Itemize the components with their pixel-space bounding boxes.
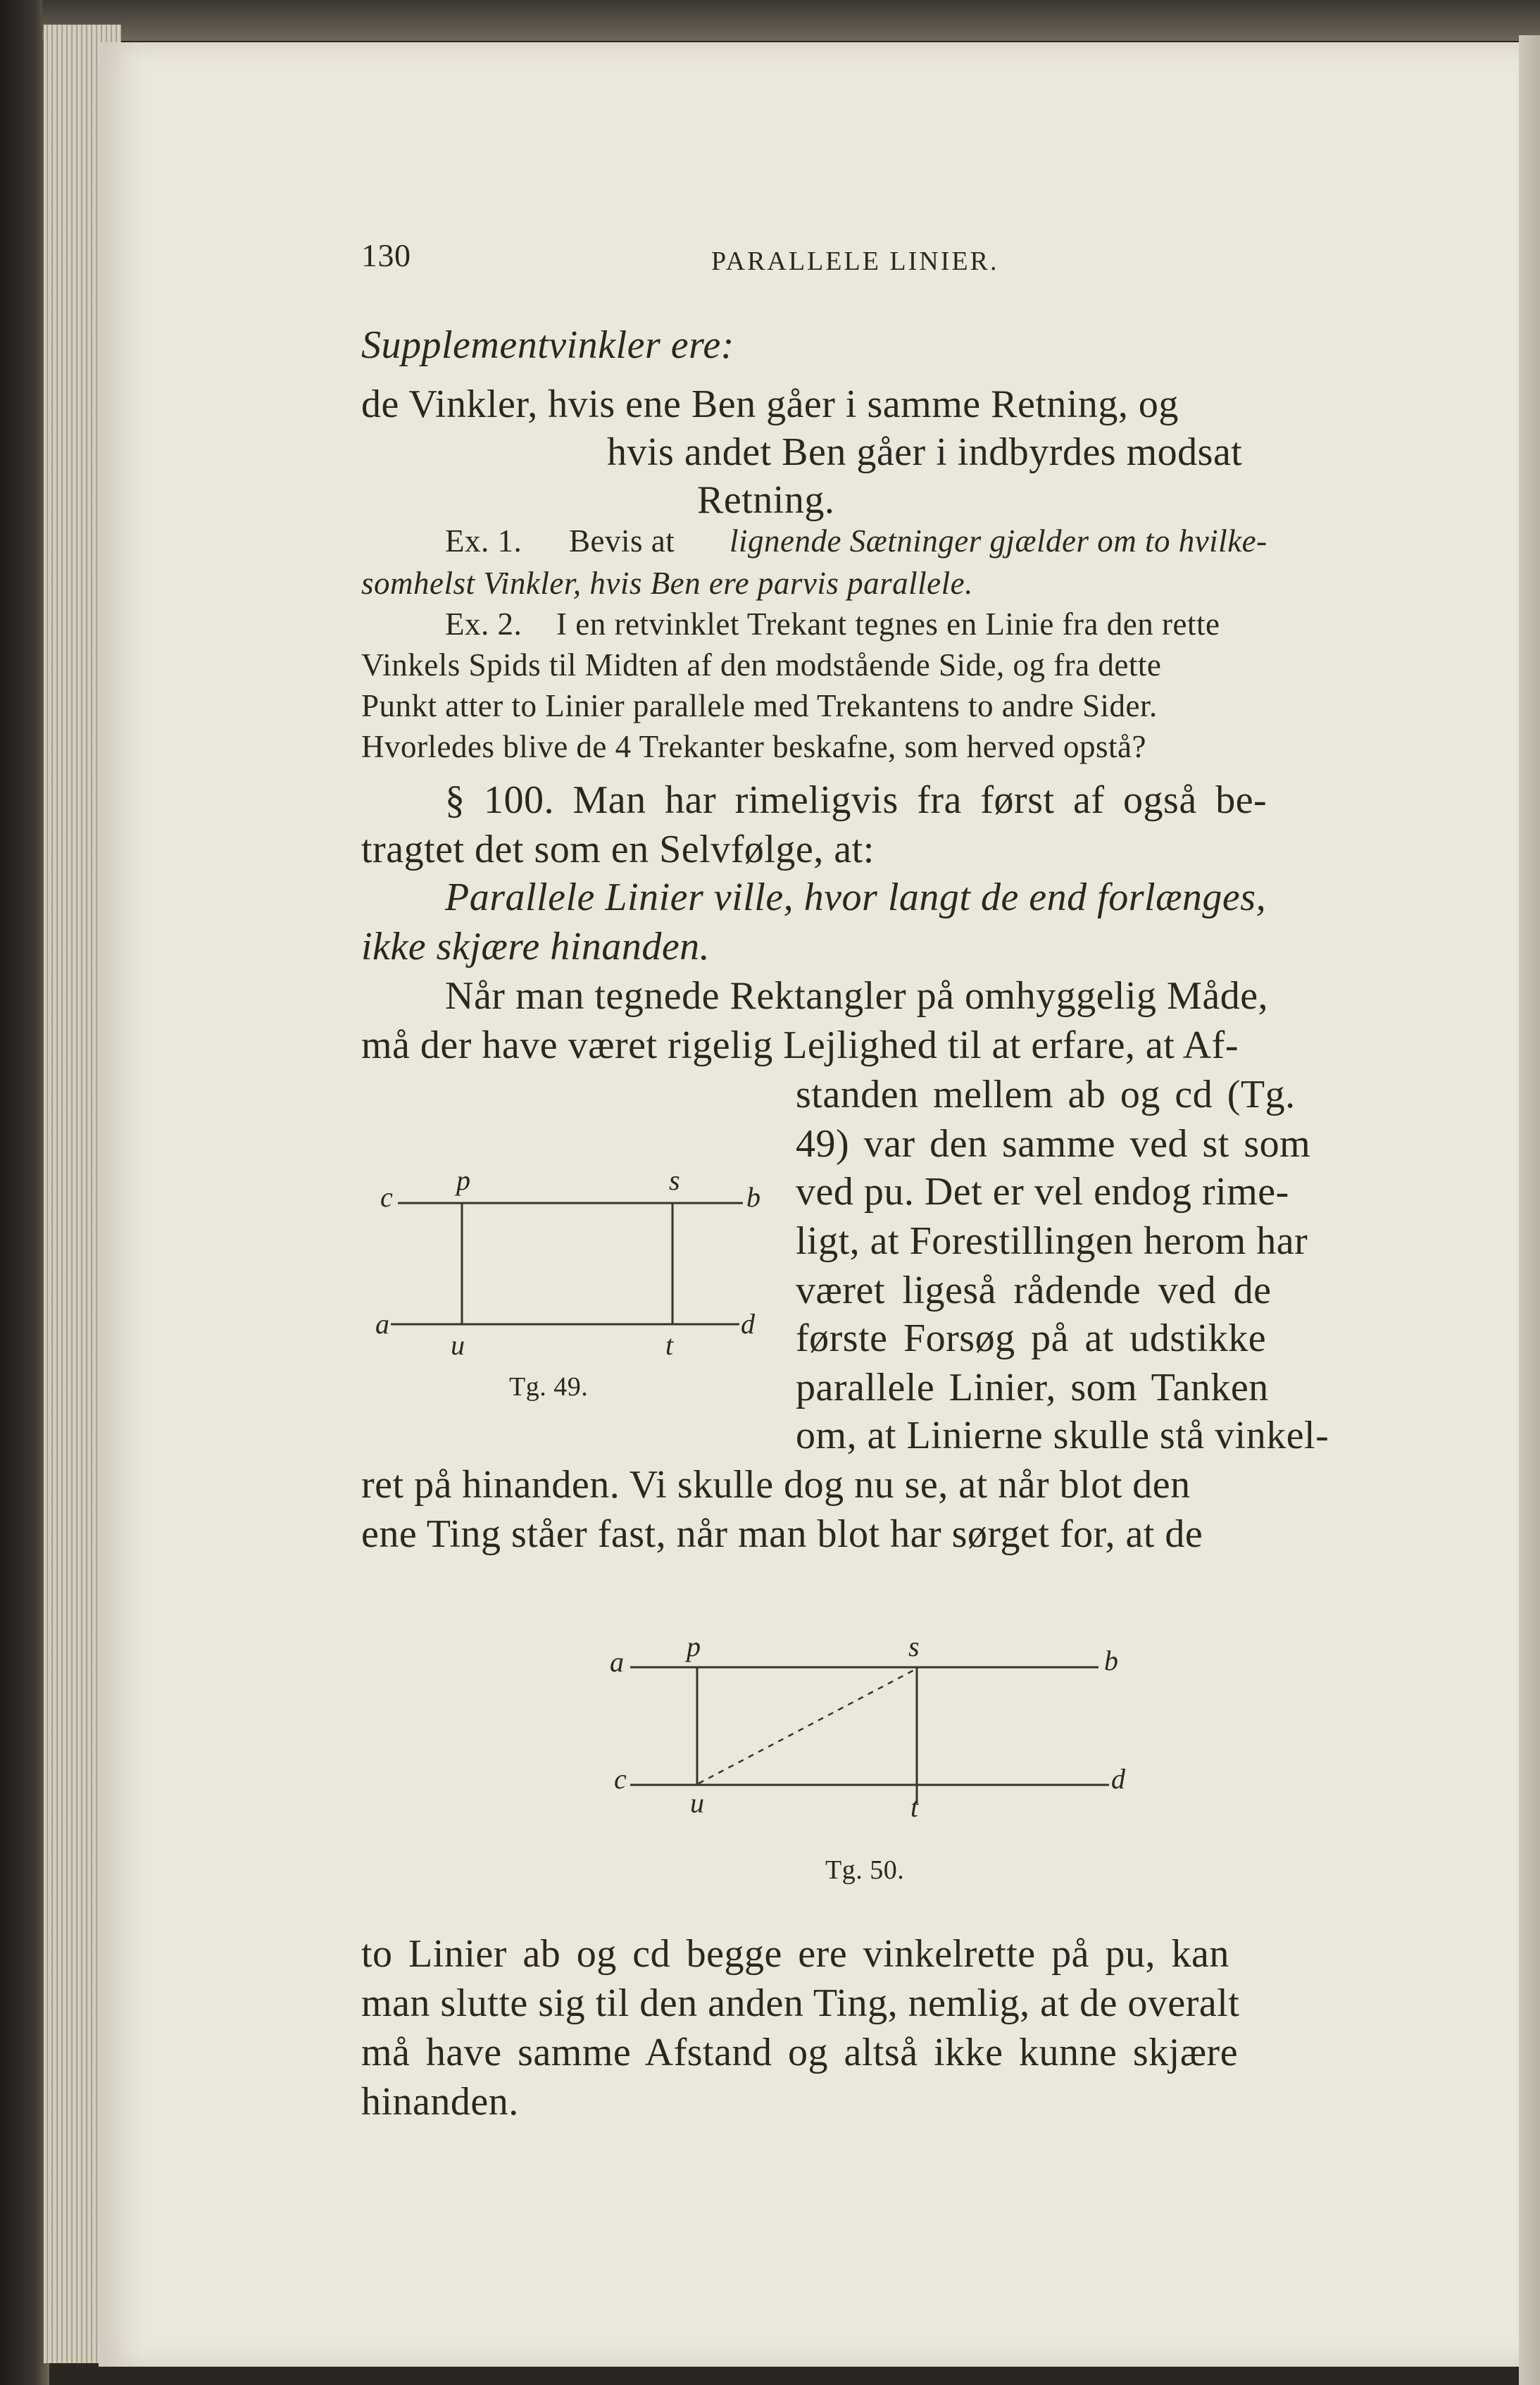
figure-49-caption: Tg. 49.: [509, 1372, 589, 1402]
label-d: d: [1111, 1763, 1125, 1795]
exercise-text: somhelst Vinkler, hvis Ben ere parvis parallele.: [361, 566, 973, 601]
definition-heading: Supplementvinkler ere:: [361, 323, 734, 367]
body-text: Når man tegnede Rektangler på omhyggelig Måde,: [445, 974, 1269, 1018]
wrapped-text: parallele Linier, som Tanken: [796, 1366, 1269, 1409]
label-p: p: [456, 1164, 470, 1196]
definition-line: de Vinkler, hvis ene Ben gåer i samme Retning, og: [361, 382, 1179, 426]
section-100-text: tragtet det som en Selvfølge, at:: [361, 828, 875, 871]
label-u: u: [451, 1329, 465, 1361]
definition-line: Retning.: [697, 478, 835, 522]
label-s: s: [908, 1631, 920, 1662]
label-d: d: [741, 1308, 755, 1340]
label-c: c: [614, 1763, 627, 1795]
right-page-edge: [1519, 35, 1540, 2385]
theorem-text: Parallele Linier ville, hvor langt de end forlænges,: [445, 876, 1267, 919]
book-spine: [0, 0, 49, 2385]
body-text: må have samme Afstand og altså ikke kunne skjære: [361, 2031, 1239, 2074]
wrapped-text: været ligeså rådende ved de: [796, 1269, 1272, 1312]
wrapped-text: 49) var den samme ved st som: [796, 1122, 1311, 1166]
wrapped-text: ved pu. Det er vel endog rime-: [796, 1170, 1289, 1214]
label-b: b: [746, 1181, 760, 1213]
wrapped-text: ligt, at Forestillingen herom har: [796, 1219, 1308, 1263]
label-a: a: [375, 1308, 389, 1340]
page-number: 130: [361, 237, 411, 273]
exercise-text: Punkt atter to Linier parallele med Trekantens to andre Sider.: [361, 688, 1158, 723]
exercise-text: lignende Sætninger gjælder om to hvilke-: [730, 523, 1267, 559]
wrapped-text: standen mellem ab og cd (Tg.: [796, 1073, 1296, 1116]
top-shadow: [42, 0, 1540, 41]
body-text: to Linier ab og cd begge ere vinkelrette på pu, kan: [361, 1932, 1229, 1976]
exercise-text: I en retvinklet Trekant tegnes en Linie fra den rette: [556, 606, 1220, 642]
label-c: c: [380, 1181, 393, 1213]
label-b: b: [1104, 1645, 1118, 1676]
label-t: t: [665, 1329, 674, 1361]
exercise-text: Hvorledes blive de 4 Trekanter beskafne, som herved opstå?: [361, 729, 1146, 764]
label-a: a: [610, 1646, 624, 1678]
body-text: må der have været rigelig Lejlighed til at erfare, at Af-: [361, 1023, 1239, 1067]
body-text: ret på hinanden. Vi skulle dog nu se, at når blot den: [361, 1463, 1191, 1507]
body-text: ene Ting ståer fast, når man blot har sørget for, at de: [361, 1512, 1203, 1556]
label-u: u: [690, 1787, 704, 1819]
body-text: man slutte sig til den anden Ting, nemlig, at de overalt: [361, 1981, 1240, 2025]
running-title: PARALLELE LINIER.: [711, 247, 999, 276]
section-100-text: § 100. Man har rimeligvis fra først af også be-: [445, 778, 1267, 822]
exercise-text: Bevis at: [569, 523, 675, 559]
exercise-1-label: Ex. 1.: [445, 523, 522, 559]
figure-50-caption: Tg. 50.: [825, 1855, 905, 1885]
definition-line: hvis andet Ben gåer i indbyrdes modsat: [607, 430, 1243, 474]
body-text: hinanden.: [361, 2080, 519, 2124]
wrapped-text: om, at Linierne skulle stå vinkel-: [796, 1414, 1329, 1457]
theorem-text: ikke skjære hinanden.: [361, 925, 710, 969]
label-t: t: [910, 1791, 919, 1823]
exercise-2-label: Ex. 2.: [445, 606, 522, 642]
exercise-text: Vinkels Spids til Midten af den modstående Side, og fra dette: [361, 647, 1162, 683]
label-p: p: [687, 1631, 701, 1662]
label-s: s: [669, 1164, 680, 1196]
wrapped-text: første Forsøg på at udstikke: [796, 1316, 1267, 1360]
